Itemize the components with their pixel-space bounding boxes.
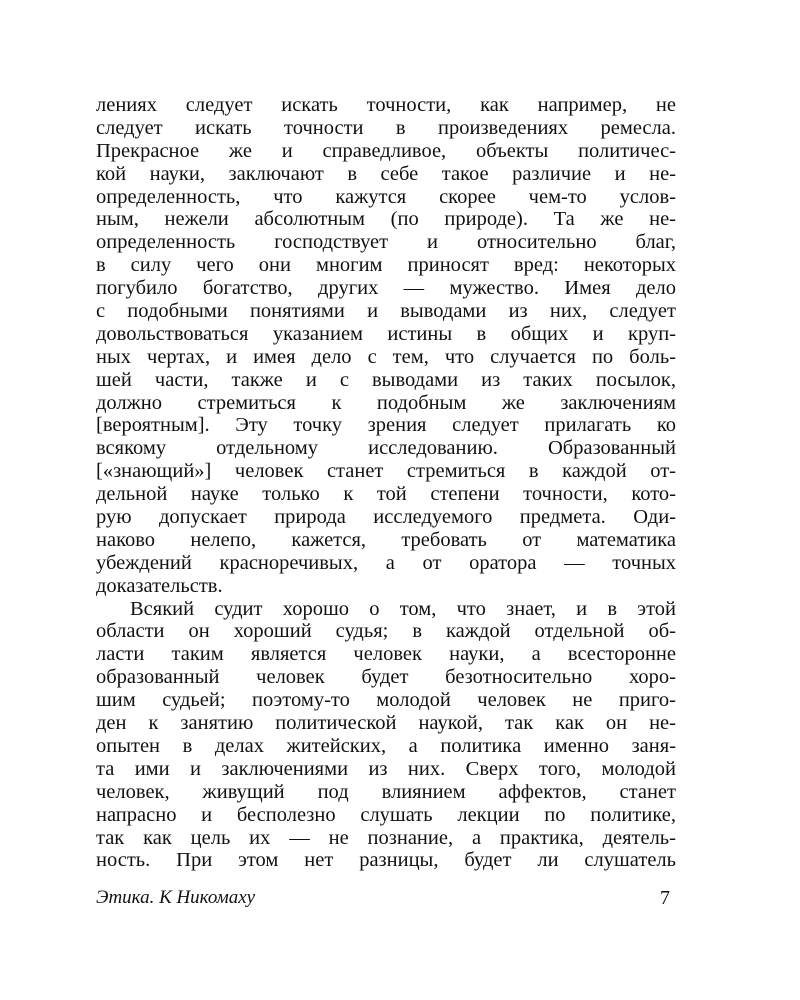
text-line: та ими и заключениями из них. Сверх того, молодой [96, 757, 676, 780]
text-line: с подобными понятиями и выводами из них, следует [96, 300, 676, 323]
page-number: 7 [660, 887, 670, 909]
text-line: рую допускает природа исследуемого предмета. Оди- [96, 506, 676, 529]
text-line: в силу чего они многим приносят вред: некоторых [96, 254, 676, 277]
text-line: определенность, что кажутся скорее чем-то услов- [96, 185, 676, 208]
text-line: ных чертах, и имея дело с тем, что случается по боль- [96, 345, 676, 368]
body-text [96, 94, 676, 872]
text-line: лениях следует искать точности, как например, не [96, 94, 676, 116]
text-line: доказательств. [96, 574, 223, 597]
text-line: так как цель их — не познание, а практика, деятель- [96, 826, 676, 849]
text-line: всякому отдельному исследованию. Образованный [96, 437, 676, 460]
text-line: кой науки, заключают в себе такое различие и не- [96, 162, 676, 185]
text-line: дельной науке только к той степени точности, кото- [96, 483, 676, 506]
text-line: довольствоваться указанием истины в общих и круп- [96, 322, 676, 345]
text-line: [«знающий»] человек станет стремиться в каждой от- [96, 460, 676, 483]
text-line: ность. При этом нет разницы, будет ли слушатель [96, 849, 676, 872]
text-line: напрасно и бесполезно слушать лекции по политике, [96, 803, 676, 826]
text-line: области он хороший судья; в каждой отдельной об- [96, 620, 676, 643]
text-line: наково нелепо, кажется, требовать от математика [96, 528, 676, 551]
text-line: погубило богатство, других — мужество. Имея дело [96, 277, 676, 300]
text-line: Всякий судит хорошо о том, что знает, и в этой [130, 597, 676, 620]
text-line: должно стремиться к подобным же заключениям [96, 391, 676, 414]
text-line: шей части, также и с выводами из таких посылок, [96, 368, 676, 391]
text-line: убеждений красноречивых, а от оратора — точных [96, 551, 676, 574]
text-line: человек, живущий под влиянием аффектов, станет [96, 780, 676, 803]
text-line: Прекрасное же и справедливое, объекты политичес- [96, 139, 676, 162]
page-footer [96, 885, 676, 911]
text-line: определенность господствует и относительно благ, [96, 231, 676, 254]
paragraph-1 [96, 94, 676, 598]
text-line: ласти таким является человек науки, а всесторонне [96, 643, 676, 666]
paragraph-2 [96, 598, 676, 873]
text-line: ден к занятию политической наукой, так как он не- [96, 712, 676, 735]
text-line: следует искать точности в произведениях ремесла. [96, 116, 676, 139]
text-line: шим судьей; поэтому-то молодой человек не приго- [96, 689, 676, 712]
running-title: Этика. К Никомаху [96, 887, 256, 908]
text-line: образованный человек будет безотносительно хоро- [96, 666, 676, 689]
text-line: [вероятным]. Эту точку зрения следует прилагать ко [96, 414, 676, 437]
text-line: опытен в делах житейских, а политика именно заня- [96, 734, 676, 757]
text-line: ным, нежели абсолютным (по природе). Та же не- [96, 208, 676, 231]
